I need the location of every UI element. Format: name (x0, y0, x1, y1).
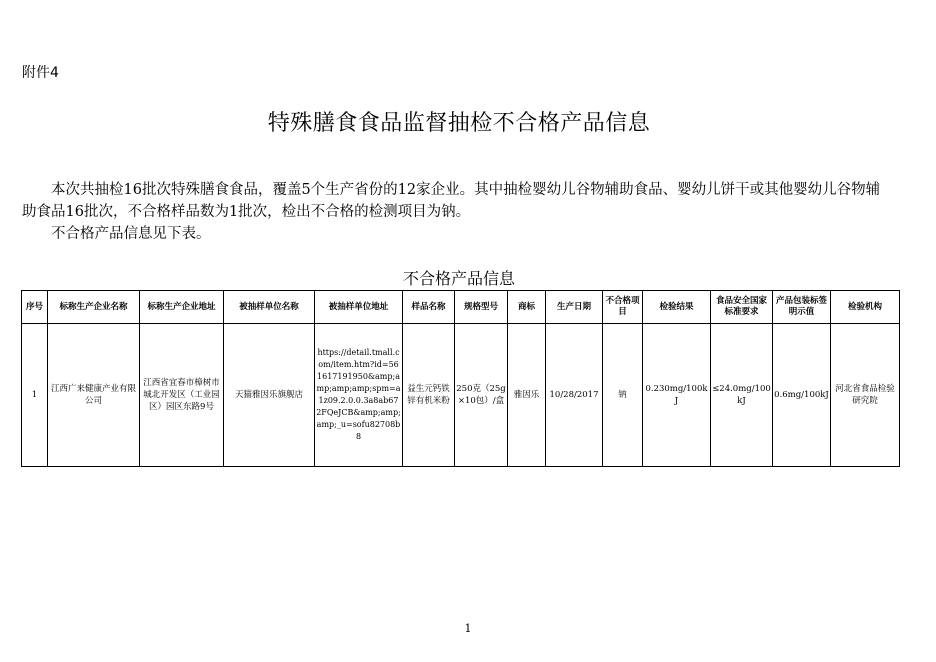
cell-sampled-unit-name: 天猫雅因乐旗舰店 (224, 324, 315, 467)
cell-failed-item: 钠 (603, 324, 643, 467)
cell-specification: 250克（25g×10包）/盒 (455, 324, 508, 467)
cell-trademark: 雅因乐 (508, 324, 546, 467)
header-specification: 规格型号 (455, 291, 508, 324)
header-seq: 序号 (22, 291, 48, 324)
header-test-result: 检验结果 (643, 291, 711, 324)
cell-production-date: 10/28/2017 (546, 324, 603, 467)
table-header-row (22, 291, 900, 324)
cell-seq: 1 (22, 324, 48, 467)
header-standard-requirement: 食品安全国家标准要求 (711, 291, 773, 324)
header-failed-item: 不合格项目 (603, 291, 643, 324)
document-title: 特殊膳食食品监督抽检不合格产品信息 (267, 111, 651, 136)
cell-testing-institution: 河北省食品检验研究院 (831, 324, 900, 467)
table-row (22, 324, 900, 467)
page-number: 1 (464, 622, 472, 635)
header-sampled-unit-address: 被抽样单位地址 (315, 291, 403, 324)
table-caption: 不合格产品信息 (402, 269, 515, 288)
nonconforming-products-table (21, 290, 900, 467)
cell-standard-requirement: ≤24.0mg/100kJ (711, 324, 773, 467)
header-production-date: 生产日期 (546, 291, 603, 324)
header-manufacturer-name: 标称生产企业名称 (48, 291, 140, 324)
header-sampled-unit-name: 被抽样单位名称 (224, 291, 315, 324)
attachment-label: 附件4 (22, 65, 59, 81)
intro-text (22, 179, 890, 245)
header-manufacturer-address: 标称生产企业地址 (140, 291, 224, 324)
cell-manufacturer-address: 江西省宜春市樟树市城北开发区（工业园区）园区东路9号 (140, 324, 224, 467)
cell-manufacturer-name: 江西广来健康产业有限公司 (48, 324, 140, 467)
header-trademark: 商标 (508, 291, 546, 324)
intro-paragraph-2: 不合格产品信息见下表。 (51, 226, 211, 242)
cell-test-result: 0.230mg/100kJ (643, 324, 711, 467)
cell-sample-name: 益生元钙铁锌有机米粉 (403, 324, 455, 467)
header-sample-name: 样品名称 (403, 291, 455, 324)
header-testing-institution: 检验机构 (831, 291, 900, 324)
intro-paragraph-1: 本次共抽检16批次特殊膳食食品，覆盖5个生产省份的12家企业。其中抽检婴幼儿谷物辅助食品、婴幼儿饼干或其他婴幼儿谷物辅助食品16批次，不合格样品数为1批次，检出不合格的检测项目为钠。 (22, 182, 881, 220)
cell-sampled-unit-address: https://detail.tmall.com/item.htm?id=561617191950&amp;amp;amp;amp;spm=a1z09.2.0.0.3a8ab672FQeJCB&amp;amp;amp;_u=sofu82708b8 (315, 324, 403, 467)
cell-label-value: 0.6mg/100kJ (773, 324, 831, 467)
header-label-value: 产品包装标签明示值 (773, 291, 831, 324)
